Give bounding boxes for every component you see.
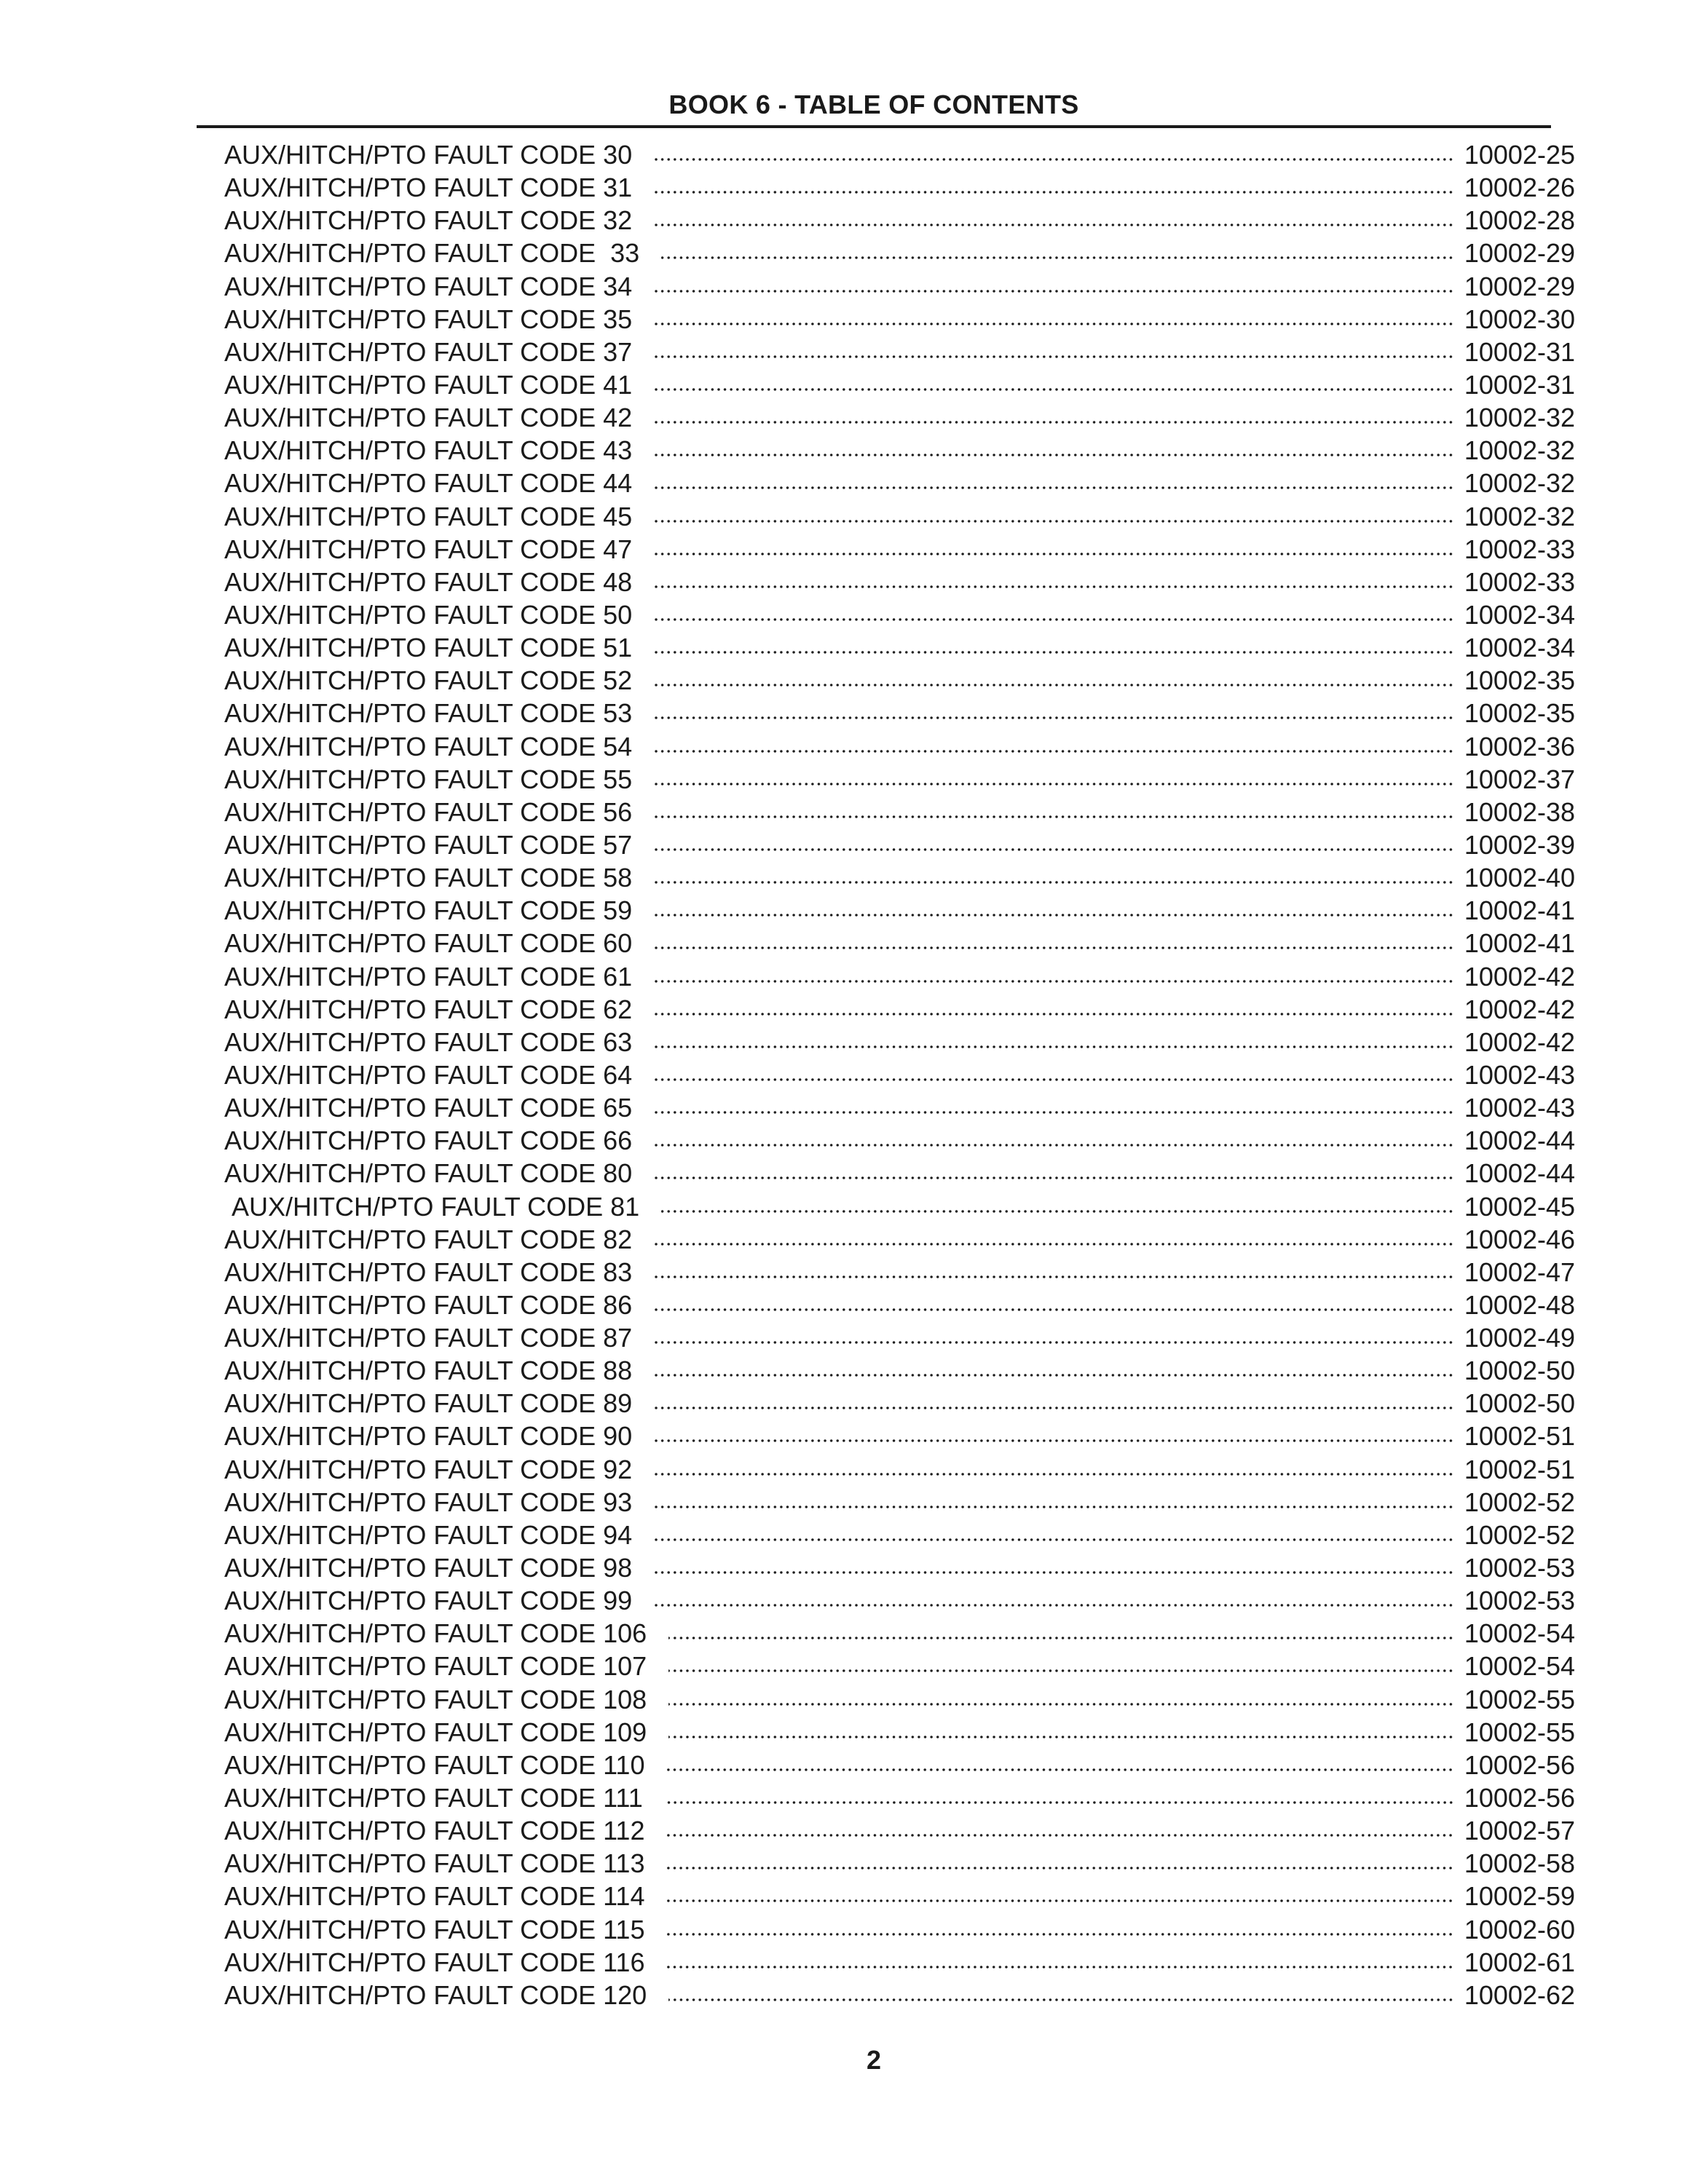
toc-entry-page: 10002-32	[1464, 468, 1575, 499]
toc-entry	[224, 1387, 1575, 1420]
toc-entry-page: 10002-61	[1464, 1947, 1575, 1977]
toc-entry-title: AUX/HITCH/PTO FAULT CODE 53	[224, 698, 633, 729]
toc-entry-title: AUX/HITCH/PTO FAULT CODE 62	[224, 994, 633, 1024]
dot-leader	[654, 682, 1454, 688]
toc-entry-title: AUX/HITCH/PTO FAULT CODE 51	[224, 633, 633, 663]
toc-entry	[224, 1946, 1575, 1979]
dot-leader	[668, 1734, 1454, 1740]
dot-leader	[654, 748, 1454, 754]
toc-entry-title: AUX/HITCH/PTO FAULT CODE 92	[224, 1454, 633, 1484]
toc-entry-title: AUX/HITCH/PTO FAULT CODE 93	[224, 1487, 633, 1517]
header-divider	[197, 125, 1551, 128]
toc-entry-page: 10002-41	[1464, 895, 1575, 926]
toc-entry-title: AUX/HITCH/PTO FAULT CODE 66	[224, 1125, 633, 1156]
toc-entry	[224, 1190, 1575, 1223]
toc-entry-title: AUX/HITCH/PTO FAULT CODE 41	[224, 369, 633, 400]
dot-leader	[654, 551, 1454, 557]
toc-entry-title: AUX/HITCH/PTO FAULT CODE 80	[224, 1158, 633, 1189]
toc-entry-page: 10002-30	[1464, 304, 1575, 334]
toc-entry-title: AUX/HITCH/PTO FAULT CODE 109	[224, 1717, 647, 1747]
dot-leader	[668, 1997, 1454, 2003]
toc-entry	[224, 138, 1575, 171]
toc-entry-title: AUX/HITCH/PTO FAULT CODE 115	[224, 1914, 645, 1944]
toc-entry-page: 10002-51	[1464, 1454, 1575, 1484]
toc-entry-title: AUX/HITCH/PTO FAULT CODE 63	[224, 1026, 633, 1057]
toc-entry-title: AUX/HITCH/PTO FAULT CODE 120	[224, 1979, 647, 2010]
toc-entry-title: AUX/HITCH/PTO FAULT CODE 113	[224, 1848, 645, 1879]
dot-leader	[666, 1931, 1453, 1937]
toc-entry	[224, 566, 1575, 598]
toc-entry-page: 10002-34	[1464, 633, 1575, 663]
dot-leader	[654, 945, 1454, 951]
dot-leader	[654, 1142, 1454, 1148]
toc-entry-page: 10002-32	[1464, 435, 1575, 466]
toc-entry-title: AUX/HITCH/PTO FAULT CODE 45	[224, 501, 633, 531]
dot-leader	[668, 1635, 1454, 1641]
toc-entry-title: AUX/HITCH/PTO FAULT CODE 108	[224, 1684, 647, 1714]
toc-entry-page: 10002-58	[1464, 1848, 1575, 1879]
toc-entry-title: AUX/HITCH/PTO FAULT CODE 81	[232, 1191, 640, 1222]
toc-entry-title: AUX/HITCH/PTO FAULT CODE 35	[224, 304, 633, 334]
toc-entry	[224, 1650, 1575, 1682]
dot-leader	[654, 518, 1454, 524]
toc-entry	[224, 270, 1575, 303]
toc-entry	[224, 401, 1575, 434]
toc-entry	[224, 697, 1575, 729]
dot-leader	[654, 1340, 1454, 1345]
toc-entry-title: AUX/HITCH/PTO FAULT CODE 82	[224, 1224, 633, 1254]
dot-leader	[654, 1109, 1454, 1115]
toc-entry	[224, 237, 1575, 269]
dot-leader	[666, 1832, 1453, 1838]
dot-leader	[654, 1372, 1454, 1378]
toc-entry-title: AUX/HITCH/PTO FAULT CODE 43	[224, 435, 633, 466]
dot-leader	[654, 1471, 1454, 1477]
dot-leader	[654, 1602, 1454, 1608]
toc-entry	[224, 1880, 1575, 1912]
toc-entry-page: 10002-57	[1464, 1816, 1575, 1846]
toc-entry	[224, 1091, 1575, 1124]
toc-entry	[224, 1059, 1575, 1091]
dot-leader	[654, 1175, 1454, 1181]
toc-entry-title: AUX/HITCH/PTO FAULT CODE 34	[224, 271, 633, 301]
toc-entry	[224, 828, 1575, 861]
toc-entry-page: 10002-41	[1464, 928, 1575, 959]
table-of-contents	[224, 138, 1575, 2011]
toc-entry	[224, 927, 1575, 960]
dot-leader	[654, 978, 1454, 984]
toc-entry-title: AUX/HITCH/PTO FAULT CODE 94	[224, 1519, 633, 1550]
dot-leader	[654, 617, 1454, 622]
toc-entry-page: 10002-47	[1464, 1257, 1575, 1287]
dot-leader	[654, 1537, 1454, 1543]
toc-entry-title: AUX/HITCH/PTO FAULT CODE 50	[224, 599, 633, 630]
toc-entry	[224, 1256, 1575, 1289]
toc-entry-page: 10002-29	[1464, 238, 1575, 269]
toc-entry-title: AUX/HITCH/PTO FAULT CODE 56	[224, 796, 633, 827]
toc-entry-page: 10002-29	[1464, 271, 1575, 301]
toc-entry-page: 10002-53	[1464, 1586, 1575, 1616]
toc-entry	[224, 1551, 1575, 1584]
toc-entry-page: 10002-35	[1464, 665, 1575, 696]
toc-entry-page: 10002-49	[1464, 1323, 1575, 1353]
dot-leader	[654, 847, 1454, 852]
toc-entry-page: 10002-34	[1464, 599, 1575, 630]
dot-leader	[654, 387, 1454, 392]
toc-entry	[224, 1913, 1575, 1946]
toc-entry-title: AUX/HITCH/PTO FAULT CODE 116	[224, 1947, 645, 1977]
toc-entry-page: 10002-52	[1464, 1519, 1575, 1550]
dot-leader	[668, 1668, 1454, 1674]
toc-entry-page: 10002-42	[1464, 961, 1575, 992]
toc-entry-title: AUX/HITCH/PTO FAULT CODE 87	[224, 1323, 633, 1353]
toc-entry-page: 10002-54	[1464, 1618, 1575, 1649]
toc-entry-title: AUX/HITCH/PTO FAULT CODE 42	[224, 403, 633, 433]
toc-entry-title: AUX/HITCH/PTO FAULT CODE 88	[224, 1356, 633, 1386]
dot-leader	[654, 649, 1454, 655]
page-title: BOOK 6 - TABLE OF CONTENTS	[668, 90, 1079, 119]
toc-entry	[224, 598, 1575, 631]
toc-entry-page: 10002-38	[1464, 796, 1575, 827]
dot-leader	[654, 321, 1454, 327]
toc-entry	[224, 993, 1575, 1026]
toc-entry-page: 10002-43	[1464, 1093, 1575, 1123]
dot-leader	[654, 1504, 1454, 1510]
toc-entry-title: AUX/HITCH/PTO FAULT CODE 83	[224, 1257, 633, 1287]
toc-entry	[224, 664, 1575, 697]
toc-entry-page: 10002-50	[1464, 1388, 1575, 1419]
toc-entry-title: AUX/HITCH/PTO FAULT CODE 59	[224, 895, 633, 926]
toc-entry-page: 10002-59	[1464, 1881, 1575, 1912]
toc-entry-title: AUX/HITCH/PTO FAULT CODE 107	[224, 1651, 647, 1682]
toc-entry	[224, 1223, 1575, 1256]
dot-leader	[654, 1241, 1454, 1247]
toc-entry-title: AUX/HITCH/PTO FAULT CODE 52	[224, 665, 633, 696]
toc-entry-page: 10002-40	[1464, 863, 1575, 893]
toc-entry	[224, 1157, 1575, 1190]
toc-entry-page: 10002-33	[1464, 566, 1575, 597]
dot-leader	[654, 1438, 1454, 1444]
toc-entry-title: AUX/HITCH/PTO FAULT CODE 33	[224, 238, 640, 269]
toc-entry	[224, 1683, 1575, 1716]
toc-entry-title: AUX/HITCH/PTO FAULT CODE 64	[224, 1059, 633, 1090]
toc-entry-title: AUX/HITCH/PTO FAULT CODE 114	[224, 1881, 645, 1912]
toc-entry-page: 10002-31	[1464, 336, 1575, 367]
toc-entry-title: AUX/HITCH/PTO FAULT CODE 61	[224, 961, 633, 992]
toc-entry	[224, 796, 1575, 828]
toc-entry-page: 10002-31	[1464, 369, 1575, 400]
toc-entry-page: 10002-43	[1464, 1059, 1575, 1090]
dot-leader	[654, 584, 1454, 590]
toc-entry-page: 10002-55	[1464, 1684, 1575, 1714]
dot-leader	[654, 157, 1454, 162]
toc-entry	[224, 434, 1575, 467]
toc-entry	[224, 1617, 1575, 1650]
toc-entry-title: AUX/HITCH/PTO FAULT CODE 47	[224, 534, 633, 564]
toc-entry	[224, 631, 1575, 664]
toc-entry	[224, 1716, 1575, 1749]
toc-entry-page: 10002-53	[1464, 1553, 1575, 1583]
toc-entry	[224, 1289, 1575, 1321]
toc-entry-page: 10002-42	[1464, 1026, 1575, 1057]
toc-entry-page: 10002-52	[1464, 1487, 1575, 1517]
toc-entry-title: AUX/HITCH/PTO FAULT CODE 60	[224, 928, 633, 959]
toc-entry	[224, 1486, 1575, 1519]
toc-entry-title: AUX/HITCH/PTO FAULT CODE 86	[224, 1289, 633, 1320]
toc-entry-page: 10002-54	[1464, 1651, 1575, 1682]
toc-entry-page: 10002-51	[1464, 1421, 1575, 1452]
dot-leader	[668, 1701, 1454, 1707]
toc-entry	[224, 467, 1575, 499]
toc-entry	[224, 894, 1575, 927]
dot-leader	[654, 452, 1454, 458]
dot-leader	[654, 814, 1454, 820]
toc-entry-title: AUX/HITCH/PTO FAULT CODE 54	[224, 731, 633, 761]
toc-entry	[224, 1453, 1575, 1486]
toc-entry	[224, 500, 1575, 533]
toc-entry-page: 10002-32	[1464, 403, 1575, 433]
toc-entry-title: AUX/HITCH/PTO FAULT CODE 111	[224, 1783, 643, 1813]
dot-leader	[654, 1044, 1454, 1050]
toc-entry-title: AUX/HITCH/PTO FAULT CODE 30	[224, 140, 633, 170]
toc-entry-page: 10002-45	[1464, 1191, 1575, 1222]
toc-entry-title: AUX/HITCH/PTO FAULT CODE 31	[224, 173, 633, 203]
toc-entry	[224, 861, 1575, 894]
dot-leader	[654, 1405, 1454, 1411]
dot-leader	[654, 1307, 1454, 1313]
toc-entry-title: AUX/HITCH/PTO FAULT CODE 112	[224, 1816, 645, 1846]
dot-leader	[661, 255, 1454, 261]
toc-entry-page: 10002-28	[1464, 205, 1575, 236]
toc-entry	[224, 336, 1575, 368]
toc-entry-title: AUX/HITCH/PTO FAULT CODE 55	[224, 764, 633, 794]
dot-leader	[666, 1865, 1453, 1871]
toc-entry	[224, 1026, 1575, 1059]
dot-leader	[654, 879, 1454, 885]
page-number: 2	[866, 2045, 882, 2075]
toc-entry	[224, 1420, 1575, 1452]
toc-entry-title: AUX/HITCH/PTO FAULT CODE 110	[224, 1749, 645, 1780]
dot-leader	[665, 1800, 1454, 1805]
toc-entry-title: AUX/HITCH/PTO FAULT CODE 44	[224, 468, 633, 499]
toc-entry-page: 10002-48	[1464, 1289, 1575, 1320]
dot-leader	[666, 1964, 1453, 1970]
toc-entry-page: 10002-44	[1464, 1125, 1575, 1156]
toc-entry-page: 10002-37	[1464, 764, 1575, 794]
toc-entry-page: 10002-33	[1464, 534, 1575, 564]
toc-entry	[224, 1814, 1575, 1847]
toc-entry-page: 10002-56	[1464, 1749, 1575, 1780]
toc-entry-title: AUX/HITCH/PTO FAULT CODE 98	[224, 1553, 633, 1583]
dot-leader	[654, 354, 1454, 360]
toc-entry	[224, 730, 1575, 763]
toc-entry-page: 10002-55	[1464, 1717, 1575, 1747]
toc-entry-title: AUX/HITCH/PTO FAULT CODE 106	[224, 1618, 647, 1649]
dot-leader	[654, 1570, 1454, 1575]
toc-entry	[224, 533, 1575, 566]
toc-entry	[224, 204, 1575, 237]
toc-entry	[224, 303, 1575, 336]
toc-entry-title: AUX/HITCH/PTO FAULT CODE 57	[224, 829, 633, 860]
dot-leader	[654, 288, 1454, 294]
toc-entry-page: 10002-44	[1464, 1158, 1575, 1189]
toc-entry-title: AUX/HITCH/PTO FAULT CODE 58	[224, 863, 633, 893]
toc-entry-title: AUX/HITCH/PTO FAULT CODE 99	[224, 1586, 633, 1616]
toc-entry-title: AUX/HITCH/PTO FAULT CODE 90	[224, 1421, 633, 1452]
toc-entry-title: AUX/HITCH/PTO FAULT CODE 89	[224, 1388, 633, 1419]
toc-entry	[224, 960, 1575, 993]
dot-leader	[666, 1898, 1453, 1904]
dot-leader	[666, 1767, 1453, 1773]
dot-leader	[654, 1077, 1454, 1083]
dot-leader	[654, 1011, 1454, 1017]
toc-entry-page: 10002-39	[1464, 829, 1575, 860]
toc-entry	[224, 1584, 1575, 1617]
toc-entry	[224, 368, 1575, 401]
toc-entry	[224, 1519, 1575, 1551]
toc-entry	[224, 1781, 1575, 1814]
dot-leader	[654, 1274, 1454, 1280]
toc-entry	[224, 1979, 1575, 2011]
dot-leader	[654, 781, 1454, 787]
toc-entry-page: 10002-46	[1464, 1224, 1575, 1254]
toc-entry	[224, 1749, 1575, 1781]
toc-entry-page: 10002-25	[1464, 140, 1575, 170]
toc-entry-title: AUX/HITCH/PTO FAULT CODE 32	[224, 205, 633, 236]
dot-leader	[654, 222, 1454, 228]
dot-leader	[654, 189, 1454, 195]
toc-entry	[224, 1321, 1575, 1354]
toc-entry-page: 10002-56	[1464, 1783, 1575, 1813]
toc-entry-page: 10002-42	[1464, 994, 1575, 1024]
toc-entry	[224, 171, 1575, 204]
toc-entry-page: 10002-32	[1464, 501, 1575, 531]
toc-entry-page: 10002-50	[1464, 1356, 1575, 1386]
toc-entry	[224, 1354, 1575, 1387]
dot-leader	[654, 715, 1454, 721]
toc-entry-page: 10002-35	[1464, 698, 1575, 729]
dot-leader	[654, 485, 1454, 491]
toc-entry-page: 10002-60	[1464, 1914, 1575, 1944]
toc-entry-page: 10002-62	[1464, 1979, 1575, 2010]
dot-leader	[654, 419, 1454, 425]
toc-entry	[224, 1124, 1575, 1157]
dot-leader	[654, 912, 1454, 918]
dot-leader	[661, 1208, 1454, 1214]
toc-entry-title: AUX/HITCH/PTO FAULT CODE 65	[224, 1093, 633, 1123]
toc-entry-title: AUX/HITCH/PTO FAULT CODE 37	[224, 336, 633, 367]
toc-entry-page: 10002-36	[1464, 731, 1575, 761]
toc-entry-title: AUX/HITCH/PTO FAULT CODE 48	[224, 566, 633, 597]
toc-entry-page: 10002-26	[1464, 173, 1575, 203]
toc-entry	[224, 763, 1575, 796]
toc-entry	[224, 1847, 1575, 1880]
